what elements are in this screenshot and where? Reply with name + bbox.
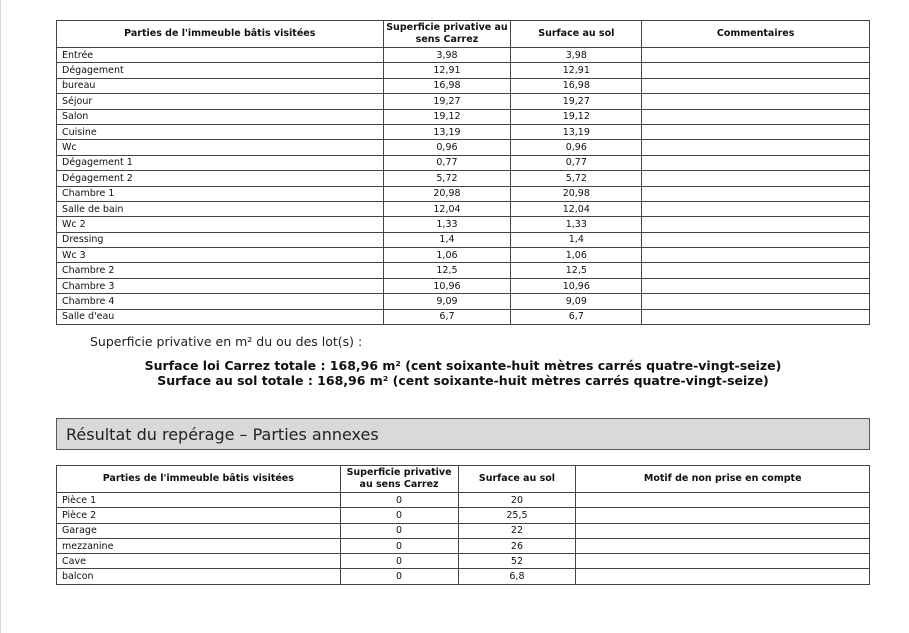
table-row	[57, 263, 870, 278]
table-row	[57, 155, 870, 170]
annex_table-cell-sol: 6,8	[458, 569, 576, 584]
annex_table-cell-name: balcon	[57, 569, 341, 584]
table-row	[57, 278, 870, 293]
total-carrez: Surface loi Carrez totale : 168,96 m² (cent soixante-huit mètres carrés quatre-vingt-seize)	[144, 358, 782, 373]
main_table-cell-comment	[642, 109, 870, 124]
main_table-cell-name: Dégagement 2	[57, 171, 384, 186]
main_table-cell-name: Dégagement	[57, 63, 384, 78]
annex_table-cell-sol: 25,5	[458, 508, 576, 523]
main_table-cell-comment	[642, 294, 870, 309]
main_table-cell-sol: 3,98	[511, 48, 642, 63]
main_table-cell-name: Dégagement 1	[57, 155, 384, 170]
main_table-cell-comment	[642, 63, 870, 78]
main_table-cell-sol: 5,72	[511, 171, 642, 186]
main_table-cell-carrez: 6,7	[383, 309, 511, 324]
page-edge-rule	[0, 0, 1, 633]
main_table-cell-sol: 10,96	[511, 278, 642, 293]
annex_table-cell-motif	[576, 569, 870, 584]
table-row	[57, 78, 870, 93]
main_table-cell-comment	[642, 248, 870, 263]
annex-header-motif: Motif de non prise en compte	[576, 466, 870, 493]
main_table-cell-sol: 1,4	[511, 232, 642, 247]
annex_table-cell-motif	[576, 538, 870, 553]
annex-table-body	[57, 493, 870, 585]
annex_table-cell-motif	[576, 508, 870, 523]
main_table-cell-name: Chambre 1	[57, 186, 384, 201]
main_table-cell-carrez: 5,72	[383, 171, 511, 186]
main_table-cell-carrez: 12,91	[383, 63, 511, 78]
annex_table-cell-carrez: 0	[340, 554, 458, 569]
main_table-cell-carrez: 0,77	[383, 155, 511, 170]
annex-header-sol: Surface au sol	[458, 466, 576, 493]
table-row	[57, 523, 870, 538]
annex_table-cell-name: mezzanine	[57, 538, 341, 553]
main_table-cell-comment	[642, 263, 870, 278]
table-row	[57, 201, 870, 216]
main_table-cell-comment	[642, 124, 870, 139]
main_table-cell-name: bureau	[57, 78, 384, 93]
main_table-cell-carrez: 16,98	[383, 78, 511, 93]
main_table-cell-name: Wc	[57, 140, 384, 155]
main_table-cell-comment	[642, 201, 870, 216]
annex_table-cell-sol: 26	[458, 538, 576, 553]
table-row	[57, 186, 870, 201]
annex_table-cell-name: Pièce 1	[57, 493, 341, 508]
table-row	[57, 554, 870, 569]
main_table-cell-sol: 13,19	[511, 124, 642, 139]
annex_table-cell-sol: 52	[458, 554, 576, 569]
annex_table-cell-carrez: 0	[340, 523, 458, 538]
table-row	[57, 48, 870, 63]
main_table-cell-carrez: 10,96	[383, 278, 511, 293]
main_table-cell-name: Salle d'eau	[57, 309, 384, 324]
main_table-cell-comment	[642, 232, 870, 247]
main_table-cell-carrez: 12,5	[383, 263, 511, 278]
main_table-cell-carrez: 0,96	[383, 140, 511, 155]
main_table-cell-name: Entrée	[57, 48, 384, 63]
privative-note: Superficie privative en m² du ou des lot(s) :	[90, 334, 363, 349]
annex_table-cell-sol: 20	[458, 493, 576, 508]
table-row	[57, 538, 870, 553]
main_table-cell-carrez: 3,98	[383, 48, 511, 63]
table-row	[57, 124, 870, 139]
main_table-cell-sol: 12,5	[511, 263, 642, 278]
main_table-cell-carrez: 20,98	[383, 186, 511, 201]
table-row	[57, 248, 870, 263]
main_table-cell-name: Salon	[57, 109, 384, 124]
main_table-cell-comment	[642, 171, 870, 186]
table-row	[57, 171, 870, 186]
main_table-cell-comment	[642, 78, 870, 93]
main_table-cell-sol: 19,27	[511, 94, 642, 109]
main_table-cell-sol: 0,96	[511, 140, 642, 155]
main_table-cell-name: Wc 2	[57, 217, 384, 232]
main_table-cell-comment	[642, 140, 870, 155]
main-table-header-row	[57, 21, 870, 48]
table-row	[57, 140, 870, 155]
main_table-cell-sol: 19,12	[511, 109, 642, 124]
main_table-cell-carrez: 19,27	[383, 94, 511, 109]
main_table-cell-comment	[642, 309, 870, 324]
table-row	[57, 109, 870, 124]
table-row	[57, 493, 870, 508]
totals-block	[56, 358, 870, 388]
main_table-cell-name: Chambre 2	[57, 263, 384, 278]
main_table-cell-carrez: 9,09	[383, 294, 511, 309]
annex_table-cell-carrez: 0	[340, 508, 458, 523]
table-row	[57, 309, 870, 324]
main_table-cell-name: Chambre 3	[57, 278, 384, 293]
annex_table-cell-name: Cave	[57, 554, 341, 569]
main_table-cell-carrez: 19,12	[383, 109, 511, 124]
annex-table-header-row	[57, 466, 870, 493]
main_table-cell-comment	[642, 155, 870, 170]
main_table-cell-name: Wc 3	[57, 248, 384, 263]
main_table-cell-name: Dressing	[57, 232, 384, 247]
main_table-cell-comment	[642, 186, 870, 201]
annex_table-cell-carrez: 0	[340, 538, 458, 553]
main-surface-table	[56, 20, 870, 325]
main_table-cell-comment	[642, 217, 870, 232]
table-row	[57, 217, 870, 232]
annex_table-cell-sol: 22	[458, 523, 576, 538]
annex_table-cell-carrez: 0	[340, 493, 458, 508]
main_table-cell-sol: 1,06	[511, 248, 642, 263]
table-row	[57, 294, 870, 309]
main_table-cell-sol: 20,98	[511, 186, 642, 201]
annex-header-parties: Parties de l'immeuble bâtis visitées	[57, 466, 341, 493]
main_table-cell-name: Chambre 4	[57, 294, 384, 309]
header-comments: Commentaires	[642, 21, 870, 48]
header-carrez: Superficie privative au sens Carrez	[383, 21, 511, 48]
header-sol: Surface au sol	[511, 21, 642, 48]
main_table-cell-carrez: 1,06	[383, 248, 511, 263]
main_table-cell-carrez: 13,19	[383, 124, 511, 139]
table-row	[57, 94, 870, 109]
main_table-cell-carrez: 1,4	[383, 232, 511, 247]
annex_table-cell-motif	[576, 523, 870, 538]
annex_table-cell-name: Garage	[57, 523, 341, 538]
main_table-cell-comment	[642, 94, 870, 109]
main_table-cell-sol: 12,91	[511, 63, 642, 78]
table-row	[57, 232, 870, 247]
annex-section-title: Résultat du repérage – Parties annexes	[56, 418, 870, 450]
main_table-cell-name: Séjour	[57, 94, 384, 109]
table-row	[57, 569, 870, 584]
main_table-cell-comment	[642, 278, 870, 293]
main_table-cell-sol: 1,33	[511, 217, 642, 232]
main_table-cell-sol: 0,77	[511, 155, 642, 170]
table-row	[57, 508, 870, 523]
annex-surface-table	[56, 465, 870, 585]
main_table-cell-sol: 6,7	[511, 309, 642, 324]
annex-header-carrez: Superficie privative au sens Carrez	[340, 466, 458, 493]
annex_table-cell-motif	[576, 493, 870, 508]
main_table-cell-sol: 16,98	[511, 78, 642, 93]
annex_table-cell-name: Pièce 2	[57, 508, 341, 523]
main_table-cell-sol: 9,09	[511, 294, 642, 309]
main_table-cell-carrez: 1,33	[383, 217, 511, 232]
main_table-cell-name: Salle de bain	[57, 201, 384, 216]
annex_table-cell-motif	[576, 554, 870, 569]
main-table-body	[57, 48, 870, 325]
table-row	[57, 63, 870, 78]
total-sol: Surface au sol totale : 168,96 m² (cent soixante-huit mètres carrés quatre-vingt-seize)	[157, 373, 769, 388]
main_table-cell-comment	[642, 48, 870, 63]
main_table-cell-carrez: 12,04	[383, 201, 511, 216]
header-parties: Parties de l'immeuble bâtis visitées	[57, 21, 384, 48]
main_table-cell-sol: 12,04	[511, 201, 642, 216]
main_table-cell-name: Cuisine	[57, 124, 384, 139]
annex_table-cell-carrez: 0	[340, 569, 458, 584]
